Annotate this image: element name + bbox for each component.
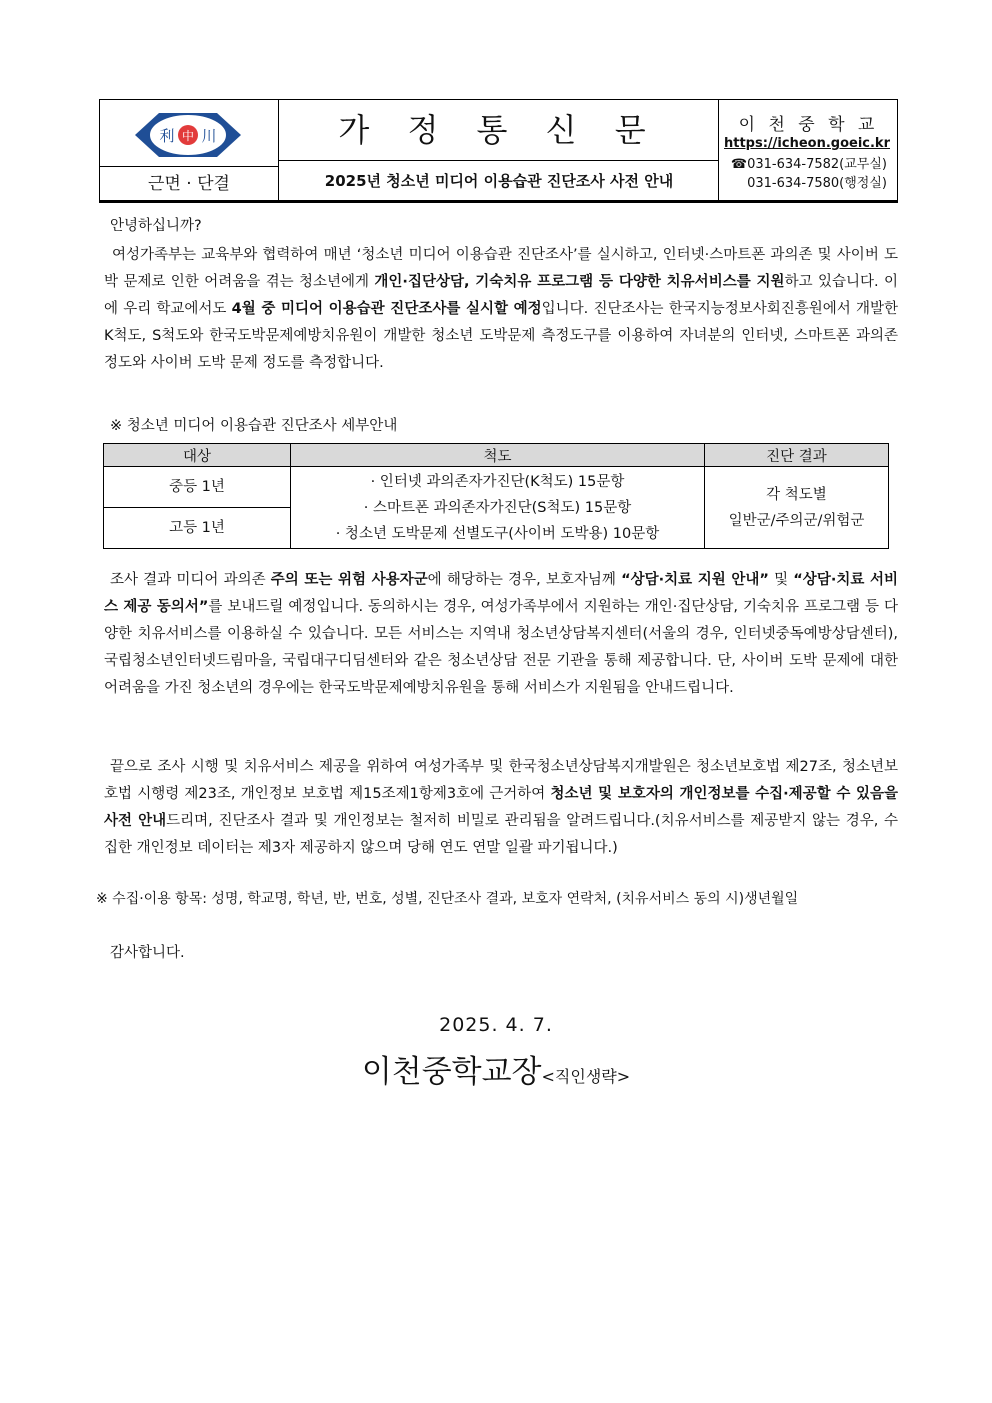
- target-middle: 중등 1년: [104, 467, 291, 508]
- phone-office: ☎031-634-7582(교무실): [730, 157, 887, 172]
- greeting: 안녕하십니까?: [110, 218, 202, 234]
- phone-admin: 031-634-7580(행정실): [747, 176, 887, 191]
- principal-name: 이천중학교장: [361, 1054, 542, 1090]
- table-header-result: 진단 결과: [705, 444, 889, 467]
- result-cell: [705, 467, 889, 549]
- school-url-link[interactable]: https://icheon.goeic.kr: [724, 136, 890, 151]
- school-motto: 근면 · 단결: [148, 174, 230, 194]
- logo-char-center: 中: [181, 129, 195, 143]
- page-subtitle: 2025년 청소년 미디어 이용습관 진단조사 사전 안내: [324, 172, 674, 190]
- table-caption: ※ 청소년 미디어 이용습관 진단조사 세부안내: [110, 418, 398, 434]
- scale-item: · 청소년 도박문제 선별도구(사이버 도박용) 10문항: [335, 525, 660, 542]
- school-logo: [135, 108, 241, 162]
- letter-date: 2025. 4. 7.: [439, 1014, 553, 1036]
- logo-char-left: 利: [159, 127, 175, 145]
- scale-list: [291, 467, 705, 549]
- principal-signature: [0, 1046, 992, 1091]
- table-header-scale: 척도: [291, 444, 705, 467]
- result-line-1: 각 척도별: [766, 486, 827, 503]
- privacy-paragraph: 끝으로 조사 시행 및 치유서비스 제공을 위하여 여성가족부 및 한국청소년상담복지개발원은 청소년보호법 제27조, 청소년보호법 시행령 제23조, 개인정보 보호법 제15조제1항제3호에 근거하여 청소년 및 보호자의 개인정보를 수집·제공할 수 있음을 사전 안내드리며, 진단조사 결과 및 개인정보는 철저히 비밀로 관리됨을 알려드립니다.(치유서비스를 제공받지 않는 경우, 수집한 개인정보 데이터는 제3자 제공하지 않으며 당해 연도 연말 일괄 파기됩니다.): [104, 759, 898, 856]
- thanks: 감사합니다.: [110, 945, 185, 961]
- collection-items: ※ 수집·이용 항목: 성명, 학교명, 학년, 반, 번호, 성별, 진단조사 결과, 보호자 연락처, (치유서비스 동의 시)생년월일: [96, 891, 799, 907]
- result-paragraph: 조사 결과 미디어 과의존 주의 또는 위험 사용자군에 해당하는 경우, 보호자님께 “상담·치료 지원 안내” 및 “상담·치료 서비스 제공 동의서”를 보내드릴 예정입니다. 동의하시는 경우, 여성가족부에서 지원하는 개인·집단상담, 기숙치유 프로그램 등 다양한 치유서비스를 이용하실 수 있습니다. 모든 서비스는 지역내 청소년상담복지센터(서울의 경우, 인터넷중독예방상담센터), 국립청소년인터넷드림마을, 국립대구디딤센터와 같은 청소년상담 전문 기관을 통해 제공합니다. 단, 사이버 도박 문제에 대한 어려움을 가진 청소년의 경우에는 한국도박문제예방치유원을 통해 서비스가 지원됨을 안내드립니다.: [104, 572, 898, 696]
- result-line-2: 일반군/주의군/위험군: [728, 512, 865, 529]
- school-name: 이 천 중 학 교: [738, 115, 879, 135]
- intro-paragraph: 여성가족부는 교육부와 협력하여 매년 ‘청소년 미디어 이용습관 진단조사’를 실시하고, 인터넷·스마트폰 과의존 및 사이버 도박 문제로 인한 어려움을 겪는 청소년에게 개인·집단상담, 기숙치유 프로그램 등 다양한 치유서비스를 지원하고 있습니다. 이에 우리 학교에서도 4월 중 미디어 이용습관 진단조사를 실시할 예정입니다. 진단조사는 한국지능정보사회진흥원에서 개발한 K척도, S척도와 한국도박문제예방치유원이 개발한 청소년 도박문제 측정도구를 이용하여 자녀분의 인터넷, 스마트폰 과의존 정도와 사이버 도박 문제 정도를 측정합니다.: [104, 247, 899, 371]
- scale-item: · 스마트폰 과의존자가진단(S척도) 15문항: [363, 499, 632, 516]
- seal-note: <직인생략>: [541, 1067, 631, 1086]
- logo-char-right: 川: [201, 127, 217, 145]
- letter-header: [99, 99, 898, 203]
- page-title: 가 정 통 신 문: [338, 111, 660, 149]
- target-high: 고등 1년: [104, 508, 291, 549]
- table-header-target: 대상: [104, 444, 291, 467]
- scale-item: · 인터넷 과의존자가진단(K척도) 15문항: [370, 473, 625, 490]
- diagnosis-table: [103, 443, 889, 549]
